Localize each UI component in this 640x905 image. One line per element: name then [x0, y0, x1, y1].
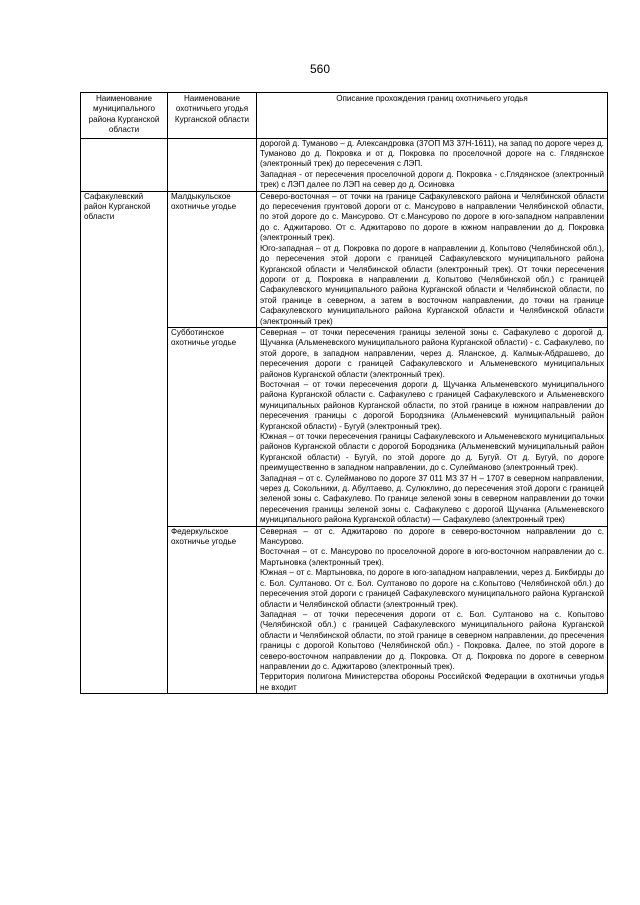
description-paragraph: Территория полигона Министерства обороны Российской Федерации в охотничьи угодья не входит [260, 672, 604, 692]
cell-ground-name: Субботинское охотничье угодье [168, 327, 257, 526]
header-description: Описание прохождения границ охотничьего угодья [257, 93, 608, 139]
description-paragraph: Западная - от пересечения проселочной дороги д. Покровка - с.Глядянское (электронный трек) с ЛЭП далее по ЛЭП на север до д. Осиновка [260, 169, 604, 190]
table-row-continued [81, 138, 608, 191]
cell-description [257, 327, 608, 526]
description-paragraph: Юго-западная – от д. Покровка по дороге в направлении д. Копытово (Челябинской обл.), до пересечения этой дороги с границей Сафакулевского муниципального района Курганской области и Челябинской области (электронный трек). От точки пересечения дороги от д. Покровка в направлении д. Копытово (Челябинской обл.) с границей Сафакулевского муниципального района Курганской области и Челябинской области, по этой границе в северном, а затем в восточном направлении, до точки на границе Сафакулевского муниципального района Курганской области и Челябинской области (электронный трек) [260, 243, 604, 326]
cell-ground-empty [168, 138, 257, 191]
cell-ground-name: Малдыкульское охотничье угодье [168, 191, 257, 327]
description-paragraph: Западная – от с. Сулейманово по дороге 37 011 МЗ 37 Н – 1707 в северном направлении, через д. Сокольники, д. Абултаево, д. Сулюклино, до пересечения этой дороги с границей зеленой зоны с. Сафакулево. По границе зеленой зоны в северном направлении до точки пересечения границы зеленой зоны с. Сафакулево с дорогой Щучанка (Альменевского муниципального района Курганской области) — Сафакулево (электронный трек) [260, 473, 604, 525]
description-paragraph: Восточная – от точки пересечения дороги д. Щучанка Альменевского муниципального района Курганской области с. Сафакулево с границей Сафакулевского и Альменевского муниципальных районов Курганской области, по этой границе в южном направлении до пересечения границы с дорогой Бородзника (Альменевский муниципальный район Курганской области) - Бугуй (электронный трек). [260, 379, 604, 431]
table-row-maldykulskoe [81, 191, 608, 327]
description-paragraph: Северная – от точки пересечения границы зеленой зоны с. Сафакулево с дорогой д. Щучанка (Альменевского муниципального района Курганской области) - с. Сафакулево, по этой дороге, в западном направлении, через д. Яланское, д. Калмык-Абдрашево, до пересечения дороги с границей Сафакулевского и Альменевского муниципальных районов Курганской области (электронный трек). [260, 327, 604, 379]
description-paragraph: Северная – от с. Аджитарово по дороге в северо-восточном направлении до с. Мансурово. [260, 526, 604, 547]
header-hunting-ground: Наименование охотничьего угодья Курганской области [168, 93, 257, 139]
table-header-row [81, 93, 608, 139]
page-number: 560 [309, 62, 331, 76]
cell-description [257, 191, 608, 327]
description-paragraph: Западная – от точки пересечения дороги от с. Бол. Султаново на с. Копытово (Челябинской обл.) с границей Сафакулевского муниципального района Курганской области и Челябинской области, по этой границе в северном направлении, до пресечения границы с дорогой Копытово (Челябинской обл.) - Покровка. Далее, по этой дороге в северо-восточном направлении до д. Покровка. От д. Покровка по дороге в северном направлении до с. Аджитарово (электронный трек). [260, 609, 604, 671]
description-paragraph: дорогой д. Туманово – д. Александровка (37ОП МЗ 37Н-1611), на запад по дороге через д. Туманово до д. Покровка и от д. Покровка по проселочной дороге на с. Глядянское (электронный трек) до пересечения с ЛЭП. [260, 138, 604, 169]
cell-district-empty [81, 138, 168, 191]
cell-description-continued [257, 138, 608, 191]
cell-district-safakulevsky: Сафакулевский район Курганской области [81, 191, 168, 694]
header-district: Наименование муниципального района Курганской области [81, 93, 168, 139]
hunting-grounds-table [80, 92, 608, 694]
cell-ground-name: Федеркульское охотничье угодье [168, 526, 257, 694]
description-paragraph: Южная – от точки пересечения границы Сафакулевского и Альменевского муниципальных районов Курганской области с дорогой Бородзника (Альменевский муниципальный район Курганской области) - Бугуй, по этой дороге до д. Бугуй. От д. Бугуй, по дороге преимущественно в западном направлении, до с. Сулейманово (электронный трек). [260, 432, 604, 473]
description-paragraph: Восточная – от с. Мансурово по проселочной дороге в юго-восточном направлении до с. Мартыновка (электронный трек). [260, 547, 604, 567]
description-paragraph: Южная – от с. Мартыновка, по дороге в юго-западном направлении, через д. Бикбирды до с. Бол. Султаново. От с. Бол. Султаново по дороге на с.Копытово (Челябинской обл.) до пересечения этой дороги с границей Сафакулевского муниципального района Курганской области и Челябинской области (электронный трек). [260, 568, 604, 609]
cell-description [257, 526, 608, 694]
description-paragraph: Северо-восточная – от точки на границе Сафакулевского района и Челябинской области до пересечения грунтовой дороги от с. Мансурово в направлении Челябинской области, по этой дороге до с. Мансурово. От с.Мансурово по дороге в юго-западном направлении до с. Аджитарово. От с. Аджитарово по дороге в южном направлении до д. Покровка (электронный трек). [260, 191, 604, 243]
